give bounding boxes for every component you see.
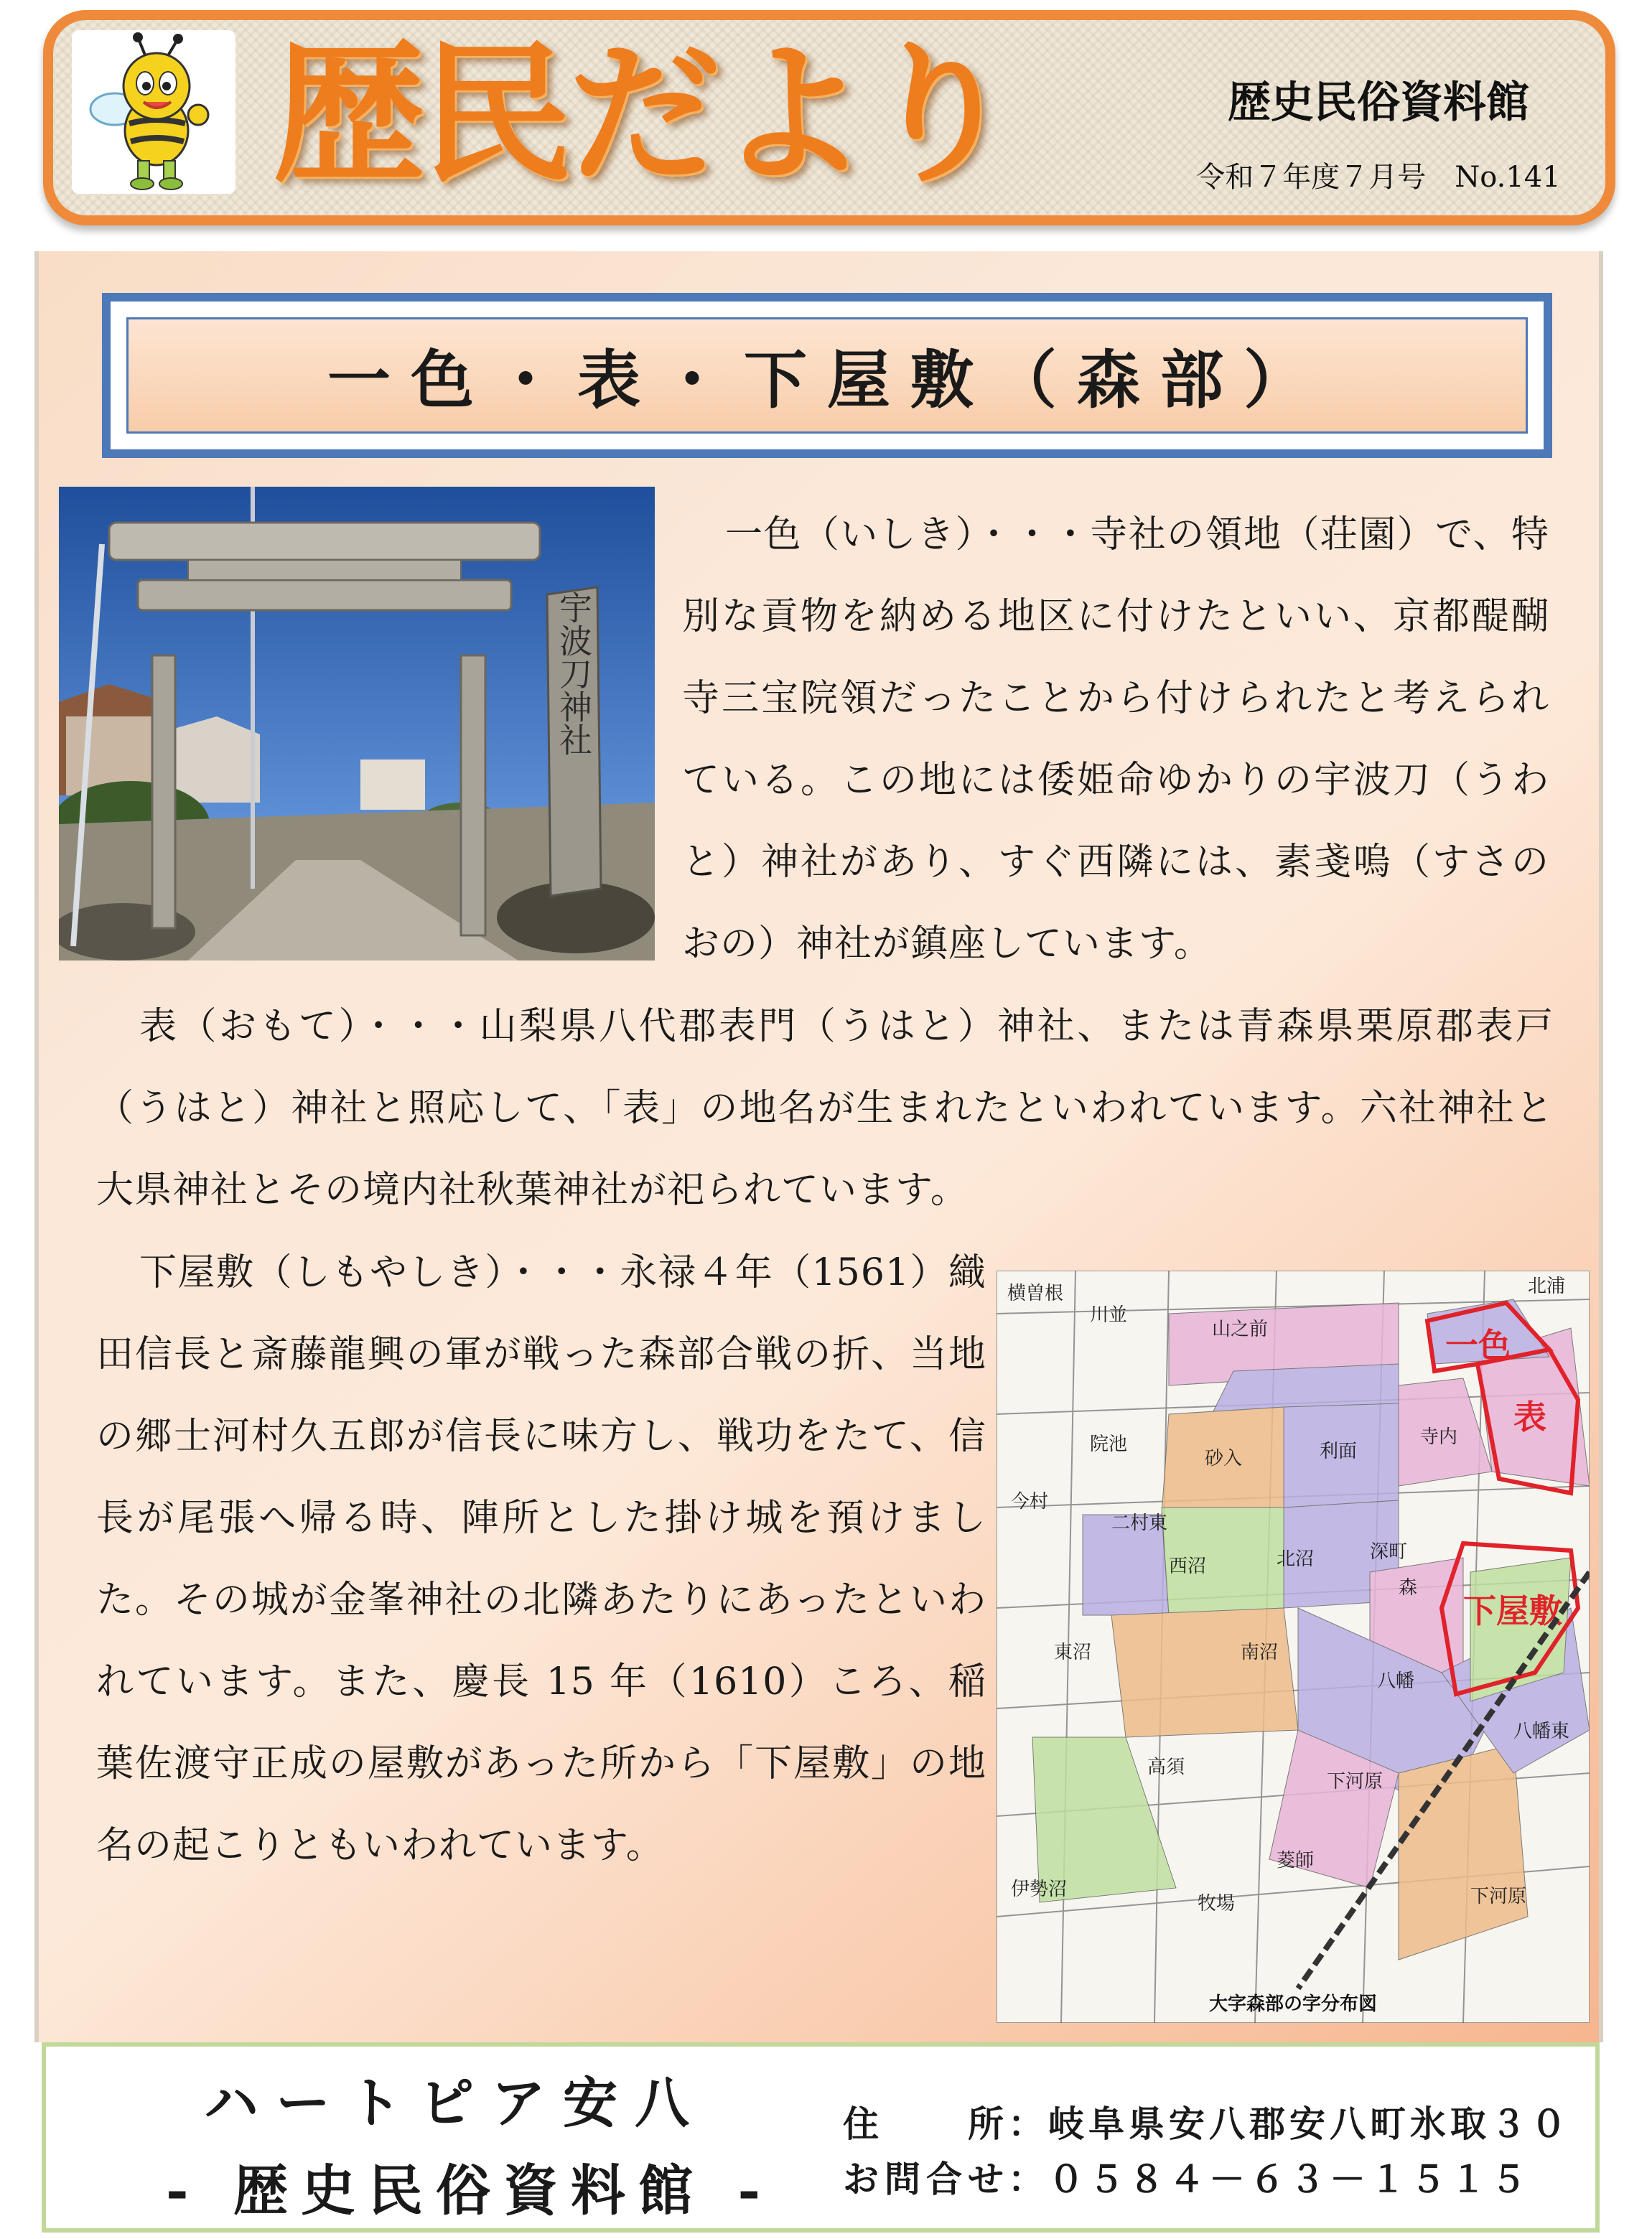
map-label-isshiki: 一色 [1445, 1326, 1511, 1365]
map-district-label: 下河原 [1470, 1886, 1527, 1907]
map-district-label: 東沼 [1054, 1642, 1092, 1663]
address-label: 住 所 [843, 2103, 1008, 2145]
paragraph-omote: 表（おもて）・・・山梨県八代郡表門（うはと）神社、または青森県栗原郡表戸（うはと）神社と照応して、「表」の地名が生まれたといわれています。六社神社と大県神社とその境内社秋葉神社が祀られています。 [96, 1005, 1554, 1212]
map-district-label: 菱師 [1277, 1850, 1315, 1871]
map-district-label: 西沼 [1169, 1556, 1207, 1577]
map-district-label: 南沼 [1241, 1642, 1279, 1663]
footer-museum-name: - 歴史民俗資料館 - [165, 2159, 773, 2222]
footer-contact-row [843, 2151, 1531, 2202]
address-value: 岐阜県安八郡安八町氷取３０ [1048, 2103, 1571, 2145]
issue-info: 令和７年度７月号 No.141 [1196, 161, 1561, 194]
section-title: 一色・表・下屋敷（森部） [327, 342, 1327, 417]
contact-separator: ： [1008, 2158, 1048, 2200]
map-district-label: 北沼 [1277, 1548, 1315, 1570]
contact-label: お問合せ [843, 2158, 1008, 2200]
torii-photo [59, 487, 655, 960]
contact-value: ０５８４－６３－１５１５ [1048, 2158, 1531, 2200]
map-district-label: 牧場 [1198, 1893, 1236, 1915]
map-district-label: 森 [1399, 1577, 1418, 1599]
map-district-label: 院池 [1090, 1434, 1128, 1455]
footer [42, 2042, 1600, 2233]
shrine-sign-text: 宇波刀神社 [554, 591, 593, 756]
map-caption: 大字森部の字分布図 [1208, 1993, 1378, 2015]
map-district-label: 伊勢沼 [1011, 1879, 1068, 1900]
footer-address-row [843, 2095, 1571, 2147]
section-title-box [102, 293, 1552, 458]
bee-mascot-icon [72, 30, 235, 194]
paragraph-isshiki: 一色（いしき）・・・寺社の領地（荘園）で、特別な貢物を納める地区に付けたといい、京都醍醐寺三宝院領だったことから付けられたと考えられている。この地には倭姫命ゆかりの宇波刀（うわと）神社があり、すぐ西隣には、素戔嗚（すさのおの）神社が鎮座しています。 [682, 513, 1549, 966]
newsletter-title: 歴民だより [273, 26, 1012, 203]
footer-facility-name: ハートピア安八 [204, 2071, 706, 2135]
map-district-label: 横曽根 [1007, 1283, 1064, 1304]
map-district-label: 川並 [1090, 1304, 1128, 1326]
mascot [72, 30, 235, 194]
map-district-label: 北浦 [1528, 1276, 1566, 1297]
paragraph-shimoyashiki: 下屋敷（しもやしき）・・・永禄４年（1561）織田信長と斎藤龍興の軍が戦った森部合戦の折、当地の郷士河村久五郎が信長に味方し、戦功をたて、信長が尾張へ帰る時、陣所とした掛け城を預けました。その城が金峯神社の北隣あたりにあったといわれています。また、慶長 15 年（1610）ころ、稲葉佐渡守正成の屋敷があった所から「下屋敷」の地名の起こりともいわれています。 [96, 1251, 986, 1867]
map-district-label: 今村 [1011, 1491, 1049, 1513]
map-district-label: 深町 [1370, 1541, 1408, 1563]
section-title-inner [126, 317, 1528, 434]
map-district-label: 八幡東 [1513, 1721, 1570, 1742]
map-district-label: 高須 [1147, 1757, 1185, 1778]
map-district-label: 砂入 [1205, 1448, 1243, 1469]
map-district-label: 下河原 [1327, 1771, 1383, 1792]
district-map [997, 1271, 1590, 2023]
map-district-label: 寺内 [1420, 1426, 1458, 1448]
map-label-shimoyashiki: 下屋敷 [1463, 1591, 1562, 1630]
map-label-omote: 表 [1513, 1398, 1546, 1436]
museum-name: 歴史民俗資料館 [1228, 78, 1529, 128]
map-area-orange-south [1111, 1608, 1298, 1737]
map-district-label: 利面 [1320, 1441, 1358, 1462]
map-district-label: 八幡 [1377, 1670, 1415, 1692]
map-district-label: 二村東 [1111, 1513, 1168, 1534]
address-separator: ： [1008, 2103, 1048, 2145]
map-district-label: 山之前 [1212, 1319, 1269, 1340]
